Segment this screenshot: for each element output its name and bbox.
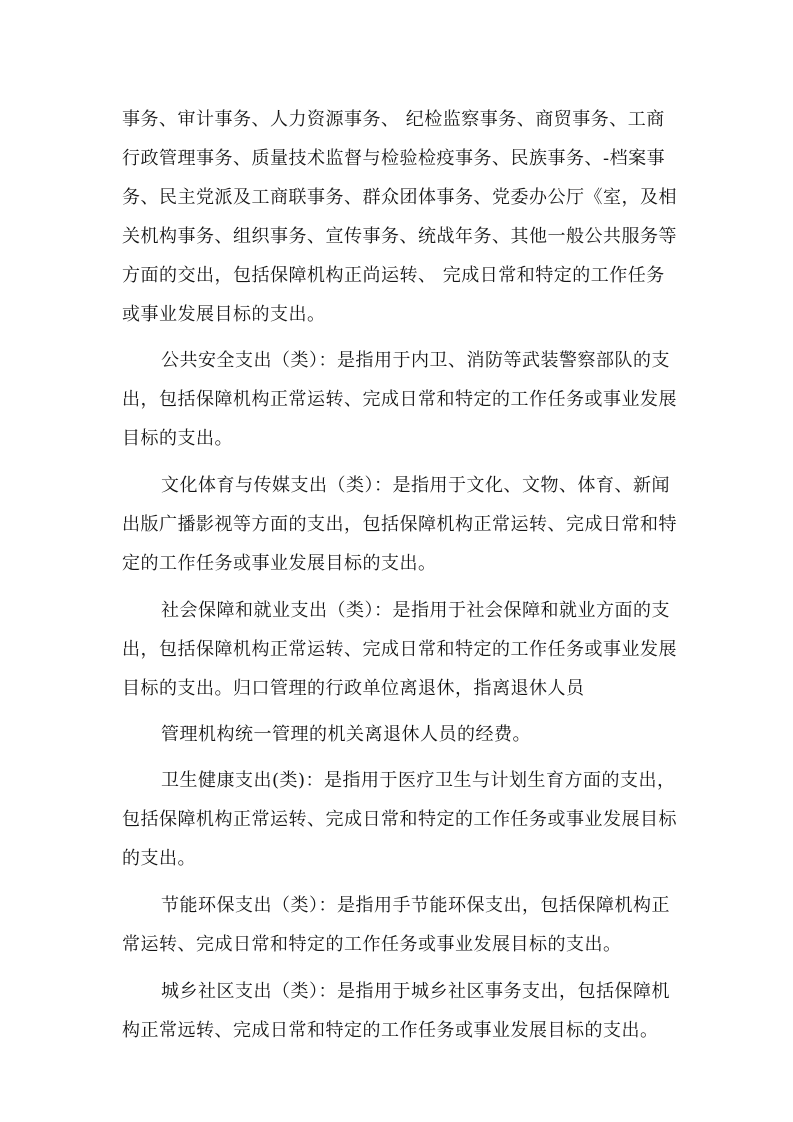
paragraph-first-line: 城乡社区支出（类）：是指用于城乡社区事务支出，包括保障机 — [161, 981, 670, 1002]
text-line: 或事业发展目标的支出。 — [122, 304, 326, 325]
text-line: 出，包括保障机构正常运转、完成日常和特定的工作任务或事业发展 — [122, 639, 677, 660]
text-line: 常运转、完成日常和特定的工作任务或事业发展目标的支出。 — [122, 934, 622, 955]
text-line: 目标的支出。 — [122, 428, 233, 449]
paragraph-first-line: 管理机构统一管理的机关离退休人员的经费。 — [161, 724, 531, 745]
paragraph-first-line: 卫生健康支出(类)：是指用于医疗卫生与计划生育方面的支出， — [161, 770, 676, 791]
text-line: 包括保障机构正常运转、完成日常和特定的工作任务或事业发展目标 — [122, 809, 677, 830]
paragraph-first-line: 社会保障和就业支出（类）：是指用于社会保障和就业方面的支 — [161, 600, 670, 621]
text-line: 定的工作任务或事业发展目标的支出。 — [122, 553, 437, 574]
text-line: 关机构事务、组织事务、宣传事务、统战年务、其他一般公共服务等 — [122, 226, 677, 247]
text-line: 务、民主党派及工商联事务、群众团体事务、党委办公厅《室，及相 — [122, 187, 677, 208]
text-line: 出版广播影视等方面的支出，包括保障机构正常运转、完成日常和特 — [122, 514, 677, 535]
paragraph-first-line: 公共安全支出（类）：是指用于内卫、消防等武装警察部队的支 — [161, 350, 670, 371]
text-line: 出，包括保障机构正常运转、完成日常和特定的工作任务或事业发展 — [122, 389, 677, 410]
paragraph-first-line: 节能环保支出（类）：是指用手节能环保支出，包括保障机构正 — [161, 895, 670, 916]
paragraph-first-line: 文化体育与传媒支出（类）：是指用于文化、文物、体育、新闻 — [161, 475, 670, 496]
text-line: 行政管理事务、质量技术监督与检验检疫事务、民族事务、-档案事 — [122, 148, 666, 169]
text-line: 目标的支出。归口管理的行政单位离退休，指离退休人员 — [122, 678, 585, 699]
text-line: 构正常远转、完成日常和特定的工作任务或事业发展目标的支出。 — [122, 1020, 659, 1041]
text-line: 事务、审计事务、人力资源事务、 纪检监察事务、商贸事务、工商 — [122, 109, 665, 130]
text-line: 的支出。 — [122, 848, 196, 869]
text-line: 方面的交出，包括保障机构正尚运转、 完成日常和特定的工作任务 — [122, 265, 665, 286]
